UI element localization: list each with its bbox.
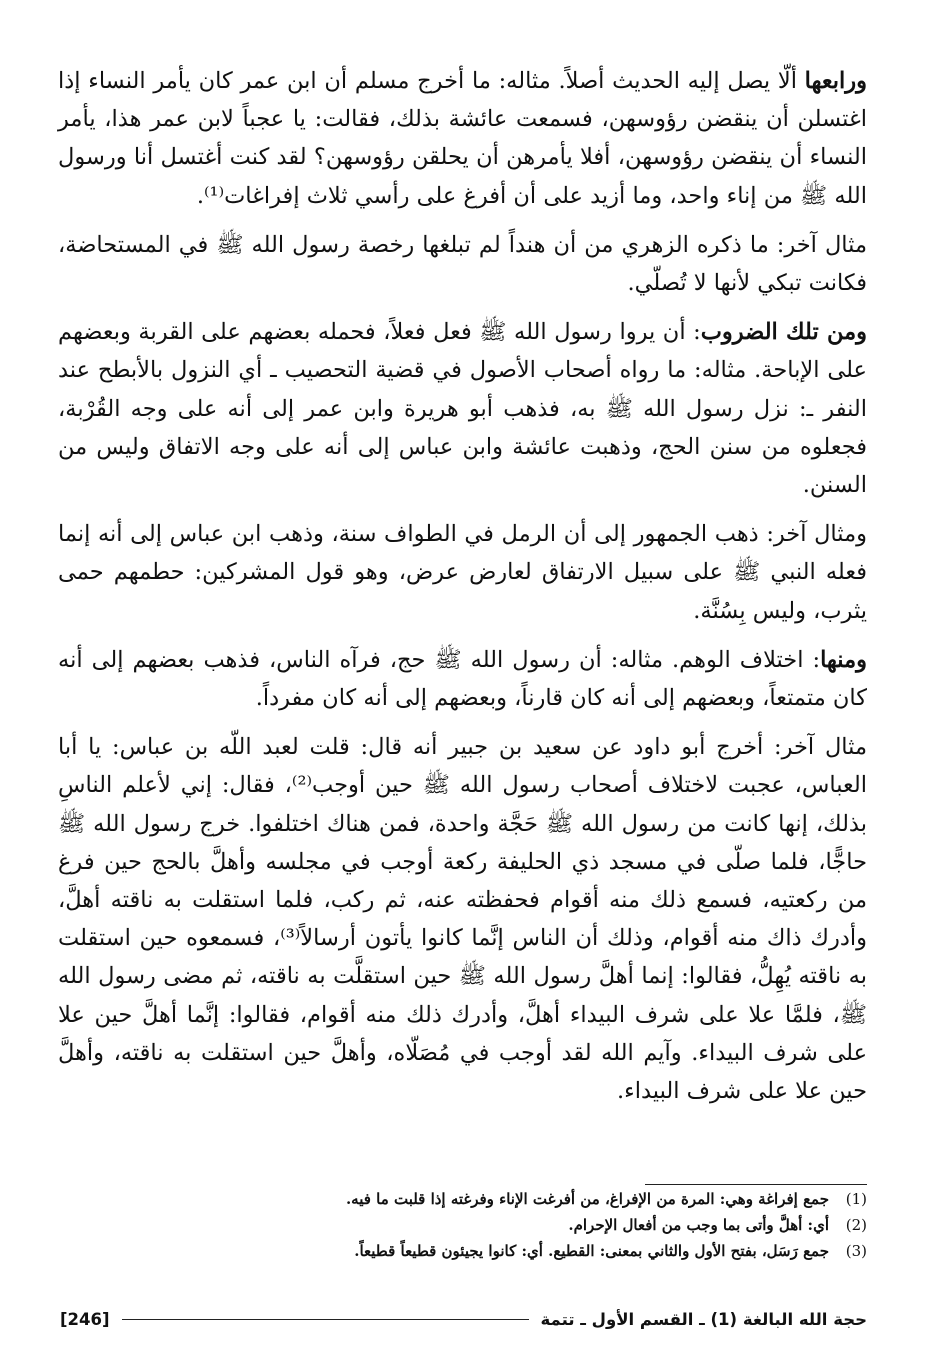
running-title: حجة الله البالغة (1) ـ القسم الأول ـ تتمة (540, 1309, 867, 1329)
page-footer (60, 1304, 867, 1334)
footnote-text: جمع رَسَل، بفتح الأول والثاني بمعنى: القطيع. أي: كانوا يجيئون قطيعاً قطيعاً. (354, 1242, 829, 1260)
paragraph-text: ومثال آخر: ذهب الجمهور إلى أن الرمل في الطواف سنة، وذهب ابن عباس إلى أنه إنما فعله النبي ﷺ على سبيل الارتفاق لعارض عرض، وهو قول المشركين: حطمهم حمى يثرب، وليس بِسُنَّة. (58, 521, 867, 624)
paragraph-1 (58, 62, 867, 215)
footnote-divider (645, 1184, 867, 1185)
paragraph-6 (58, 728, 867, 1110)
paragraph-lead: ورابعها (804, 68, 867, 94)
paragraph-text: مثال آخر: أخرج أبو داود عن سعيد بن جبير أنه قال: قلت لعبد اللّه بن عباس: يا أبا العباس، عجبت لاختلاف أصحاب رسول الله ﷺ حين أوجب⁽²⁾، فقال: إني لأعلم الناسِ بذلك، إنها كانت من رسول الله ﷺ حَجَّة واحدة، فمن هناك اختلفوا. خرج رسول الله ﷺ حاجًّا، فلما صلّى في مسجد ذي الحليفة ركعة أوجب في مجلسه وأهلَّ بالحج حين فرغ من ركعتيه، فسمع ذلك منه أقوام فحفظته عنه، ثم ركب، فلما استقلت به ناقته أهلَّ، وأدرك ذاك منه أقوام، وذلك أن الناس إنَّما كانوا يأتون أرسالاً⁽³⁾، فسمعوه حين استقلت به ناقته يُهِلُّ، فقالوا: إنما أهلَّ رسول الله ﷺ حين استقلَّت به ناقته، ثم مضى رسول الله ﷺ، فلمَّا علا على شرف البيداء أهلَّ، وأدرك ذلك منه أقوام، فقالوا: إنَّما أهلَّ حين علا على شرف البيداء. وآيم الله لقد أوجب في مُصَلّاه، وأهلَّ حين استقلت به ناقته، وأهلَّ حين علا على شرف البيداء. (58, 734, 867, 1105)
footnote-number: (3) (845, 1242, 867, 1260)
footnote-text: جمع إفراغة وهي: المرة من الإفراغ، من أفرغت الإناء وفرغته إذا قلبت ما فيه. (345, 1190, 829, 1208)
page-number: [246] (60, 1309, 110, 1329)
footer-rule (122, 1319, 529, 1320)
footnote-text: أي: أهلَّ وأتى بما وجب من أفعال الإحرام. (568, 1216, 829, 1234)
paragraph-3 (58, 313, 867, 504)
paragraph-5 (58, 641, 867, 717)
paragraph-text: : اختلاف الوهم. مثاله: أن رسول الله ﷺ حج، فرآه الناس، فذهب بعضهم إلى أنه كان متمتعاً، وبعضهم إلى أنه كان قارناً، وبعضهم إلى أنه كان مفرداً. (58, 646, 867, 712)
paragraph-lead: ومنها (820, 646, 867, 673)
footnote-number: (1) (845, 1190, 867, 1208)
footnote-1 (60, 1186, 867, 1212)
paragraph-4 (58, 515, 867, 630)
main-text (58, 62, 867, 1121)
paragraph-text: : أن يروا رسول الله ﷺ فعل فعلاً، فحمله بعضهم على القربة وبعضهم على الإباحة. مثاله: ما رواه أصحاب الأصول في قضية التحصيب ـ أي النزول بالأبطح عند النفر ـ: نزل رسول الله ﷺ به، فذهب أبو هريرة وابن عمر إلى أنه على وجه القُرْبة، فجعلوه من سنن الحج، وذهبت عائشة وابن عباس إلى أنه على وجه الاتفاق وليس من السنن. (58, 319, 867, 499)
paragraph-2 (58, 226, 867, 302)
footnotes (60, 1186, 867, 1264)
footnote-number: (2) (845, 1216, 867, 1234)
footnote-2 (60, 1212, 867, 1238)
footnote-3 (60, 1238, 867, 1264)
paragraph-lead: ومن تلك الضروب (700, 319, 867, 346)
paragraph-text: ألّا يصل إليه الحديث أصلاً. مثاله: ما أخرج مسلم أن ابن عمر كان يأمر النساء إذا اغتسلن أن ينقضن رؤوسهن، فسمعت عائشة بذلك، فقالت: يا عجباً لابن عمر هذا، يأمر النساء أن ينقضن رؤوسهن، أفلا يأمرهن أن يحلقن رؤوسهن؟ لقد كنت أغتسل أنا ورسول الله ﷺ من إناء واحد، وما أزيد على أن أفرغ على رأسي ثلاث إفراغات⁽¹⁾. (58, 68, 867, 209)
paragraph-text: مثال آخر: ما ذكره الزهري من أن هنداً لم تبلغها رخصة رسول الله ﷺ في المستحاضة، فكانت تبكي لأنها لا تُصلّي. (58, 231, 867, 297)
